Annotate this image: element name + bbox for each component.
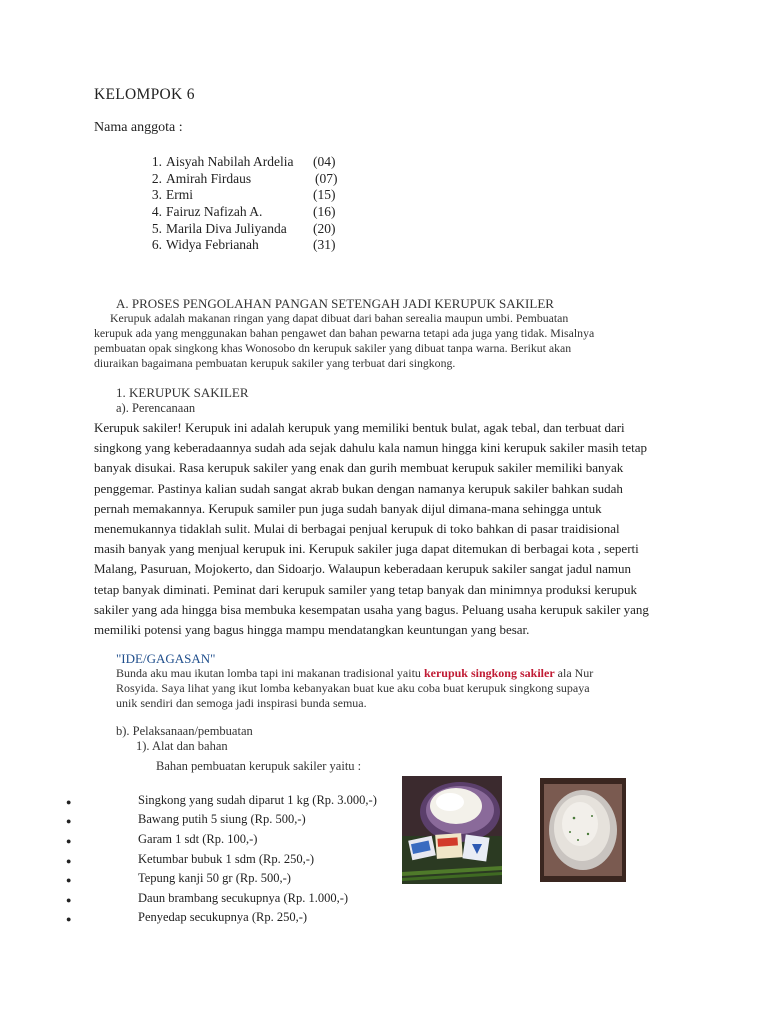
cassava-ingredients-photo [402,776,502,884]
section-a-line: kerupuk ada yang menggunakan bahan pengawet dan bahan pewarna tetapi ada juga yang tidak. Misalnya [94,326,595,340]
member-code: (20) [313,221,336,236]
member-item [140,153,380,170]
subsection-heading: 1. KERUPUK SAKILER [116,385,249,400]
paragraph-line: memiliki potensi yang bagus hingga mampu mendatangkan keuntungan yang besar. [94,622,530,638]
bullet-icon: ● [66,836,72,846]
member-number: 2. [151,171,162,186]
section-a-line: diuraikan bagaimana pembuatan kerupuk sakiler yang terbuat dari singkong. [94,356,456,370]
member-number: 5. [151,221,162,236]
member-code: (04) [313,154,336,169]
member-item [140,203,380,220]
section-a-line: pembuatan opak singkong khas Wonosobo dn kerupuk sakiler yang dibuat tanpa warna. Berikut akan [94,341,572,355]
member-number: 4. [151,204,162,219]
ingredient-text: Tepung kanji 50 gr (Rp. 500,-) [138,871,291,885]
paragraph-line: masih banyak yang menjual kerupuk ini. Kerupuk sakiler juga dapat ditemukan di berbagai kota , seperti [94,541,639,557]
section-a-heading: A. PROSES PENGOLAHAN PANGAN SETENGAH JADI KERUPUK SAKILER [116,296,554,311]
ingredient-text: Penyedap secukupnya (Rp. 250,-) [138,910,308,924]
ingredients-intro: Bahan pembuatan kerupuk sakiler yaitu : [156,759,362,773]
bullet-icon: ● [66,875,72,885]
member-code: (31) [313,237,336,252]
page-title: KELOMPOK 6 [94,86,195,103]
member-code: (16) [313,204,336,219]
member-code: (07) [315,171,338,186]
bullet-icon: ● [66,797,72,807]
idea-line [116,666,676,681]
idea-paragraph [116,666,676,711]
member-item [140,170,380,187]
idea-line: Rosyida. Saya lihat yang ikut lomba kebanyakan buat kue aku coba buat kerupuk singkong supaya [116,681,590,695]
idea-highlight: kerupuk singkong sakiler [423,666,555,680]
section-a-paragraph [94,311,684,371]
kerupuk-dough-photo [540,778,626,882]
paragraph-line: singkong yang keberadaannya sudah ada sejak dahulu kala namun hingga kini kerupuk sakiler masih tetap [94,440,648,456]
member-name: Widya Febrianah [166,237,259,252]
bullet-icon: ● [66,895,72,905]
member-number: 3. [151,187,162,202]
tools-materials-label: 1). Alat dan bahan [136,739,228,753]
paragraph-line: Malang, Pasuruan, Mojokerto, dan Sidoarjo. Walaupun keberadaan kerupuk sakiler sangat jadul namun [94,561,631,577]
subsection-a-label: a). Perencanaan [116,401,196,415]
member-number: 1. [151,154,162,169]
paragraph-line: pernah memakannya. Kerupuk samiler pun juga sudah banyak dijul dimana-mana sehingga untuk [94,500,602,516]
member-name: Marila Diva Juliyanda [166,221,287,236]
bullet-icon: ● [66,914,72,924]
member-item [140,220,380,237]
ingredient-text: Bawang putih 5 siung (Rp. 500,-) [138,812,306,826]
bullet-icon: ● [66,816,72,826]
subsection-b-heading: b). Pelaksanaan/pembuatan [116,724,253,738]
member-code: (15) [313,187,336,202]
ingredient-text: Garam 1 sdt (Rp. 100,-) [138,832,258,846]
member-item [140,236,380,253]
idea-line: unik sendiri dan semoga jadi inspirasi bunda semua. [116,696,367,710]
member-number: 6. [151,237,162,252]
bullet-icon: ● [66,856,72,866]
member-name: Ermi [166,187,193,202]
ingredient-text: Singkong yang sudah diparut 1 kg (Rp. 3.000,-) [138,793,377,807]
paragraph-line: banyak disukai. Rasa kerupuk sakiler yang enak dan gurih membuat kerupuk sakiler memiliki banyak [94,460,624,476]
section-a-line: Kerupuk adalah makanan ringan yang dapat dibuat dari bahan serealia maupun umbi. Pembuatan [110,311,569,325]
member-item [140,186,380,203]
paragraph-line: tetap banyak diminati. Peminat dari kerupuk samiler yang tetap banyak dan minimnya produksi kerupuk [94,581,637,597]
paragraph-line: penggemar. Pastinya kalian sudah sangat akrab bukan dengan namanya kerupuk sakiler bahkan sudah [94,480,623,496]
idea-heading: "IDE/GAGASAN" [116,651,216,666]
paragraph-line: sakiler yang ada hingga bisa membuka kesempatan usaha yang bagus. Peluang usaha kerupuk sakiler yang [94,601,649,617]
idea-text: ala Nur [554,666,594,680]
paragraph-line: menemukannya tidaklah sulit. Mulai di berbagai penjual kerupuk di toko bahkan di pasar traidisional [94,521,620,537]
member-name: Fairuz Nafizah A. [166,204,263,219]
member-name: Aisyah Nabilah Ardelia [166,154,294,169]
member-name: Amirah Firdaus [166,171,252,186]
ingredient-text: Ketumbar bubuk 1 sdm (Rp. 250,-) [138,852,315,866]
idea-text: Bunda aku mau ikutan lomba tapi ini makanan tradisional yaitu [116,666,424,680]
main-paragraph [94,418,676,640]
ingredient-text: Daun brambang secukupnya (Rp. 1.000,-) [138,891,349,905]
members-label: Nama anggota : [94,120,183,135]
paragraph-line: Kerupuk sakiler! Kerupuk ini adalah kerupuk yang memiliki bentuk bulat, agak tebal, dan terbuat dari [94,420,625,435]
